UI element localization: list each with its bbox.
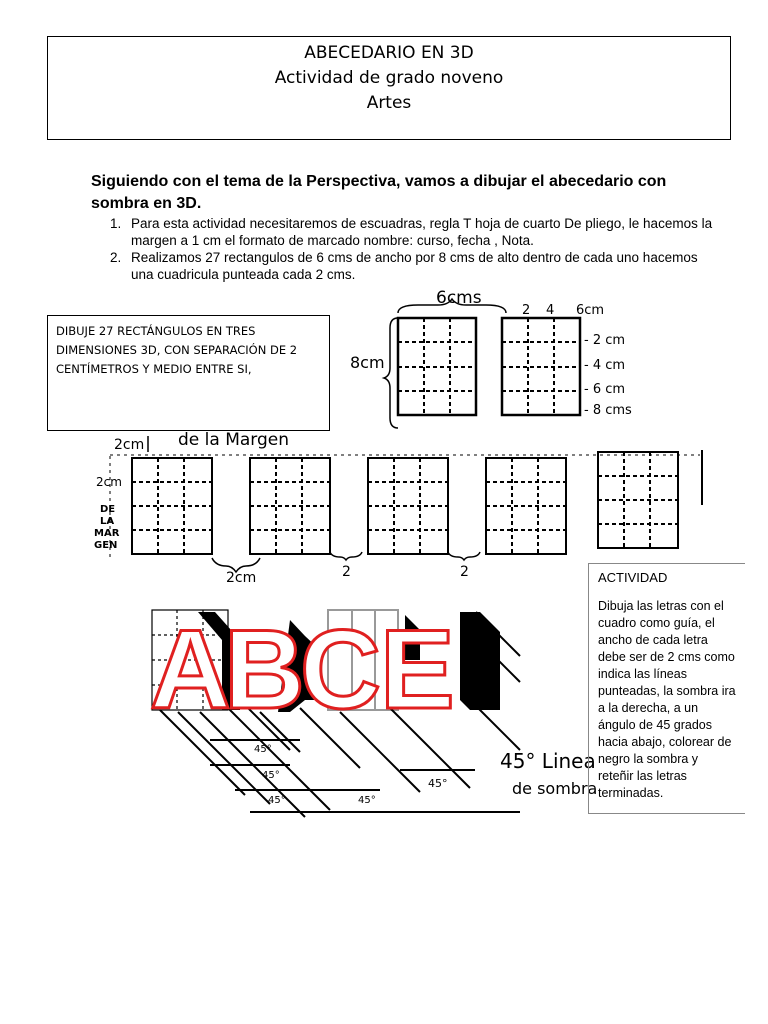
intro-text: Siguiendo con el tema de la Perspectiva, vamos a dibujar el abecedario con sombra en 3D.	[91, 173, 667, 212]
step-number: 1.	[110, 216, 122, 231]
row-label: - 2 cm	[584, 333, 626, 348]
side-label: GEN	[94, 540, 118, 551]
col-label: 6cm	[576, 303, 605, 318]
step-text: Para esta actividad necesitaremos de escuadras, regla T hoja de cuarto De pliego, le hacemos la margen a 1 cm el formato de marcado nombre: curso, fecha , Nota.	[131, 216, 713, 248]
letter-e: E	[380, 607, 455, 732]
shadow-note: de sombra	[512, 779, 598, 798]
width-label: 6cms	[436, 288, 482, 308]
angle-label: 45°	[268, 795, 286, 806]
side-label: DE	[100, 504, 116, 515]
shadow-note: 45° Linea	[500, 749, 596, 773]
side-label: MAR	[94, 528, 120, 539]
angle-label: 45°	[254, 744, 272, 755]
margin-top-label: 2cm	[114, 437, 145, 453]
gap-label: 2	[460, 564, 469, 580]
angle-label: 45°	[262, 770, 280, 781]
side-label: LA	[100, 516, 115, 527]
height-label: 8cm	[350, 353, 385, 372]
letters-figure	[150, 607, 597, 817]
margin-title: de la Margen	[178, 430, 289, 450]
col-label: 4	[546, 303, 555, 318]
letter-c: C	[300, 607, 381, 732]
activity-title: ACTIVIDAD	[598, 570, 668, 585]
activity-text: Dibuja las letras con el cuadro como guía, el ancho de cada letra debe ser de 2 cms como indica las líneas punteadas, la sombra ira a la derecha, a un ángulo de 45 grados hacia abajo, colorear de negro la sombra y reteñir las letras terminadas.	[598, 599, 736, 800]
note-box: DIBUJE 27 RECTÁNGULOS EN TRES DIMENSIONES 3D, CON SEPARACIÓN DE 2 CENTÍMETROS Y MEDIO ENTRE SI,	[47, 315, 330, 431]
gap-label: 2	[342, 564, 351, 580]
letter-b: B	[224, 607, 305, 732]
col-label: 2	[522, 303, 531, 318]
row-label: - 8 cms	[584, 403, 632, 418]
subject: Artes	[366, 93, 412, 113]
gap-label: 2cm	[226, 570, 257, 586]
margin-left-label: 2cm	[96, 475, 122, 489]
letter-a: A	[150, 607, 231, 732]
step-number: 2.	[110, 250, 122, 265]
row-label: - 6 cm	[584, 382, 626, 397]
angle-label: 45°	[358, 795, 376, 806]
row-label: - 4 cm	[584, 358, 626, 373]
title: ABECEDARIO EN 3D	[304, 43, 474, 63]
angle-label: 45°	[428, 777, 448, 790]
activity-box	[588, 563, 745, 814]
step-text: Realizamos 27 rectangulos de 6 cms de ancho por 8 cms de alto dentro de cada uno hacemos una cuadricula punteada cada 2 cms.	[131, 250, 698, 282]
top-figure	[350, 288, 632, 428]
subtitle: Actividad de grado noveno	[274, 68, 504, 88]
